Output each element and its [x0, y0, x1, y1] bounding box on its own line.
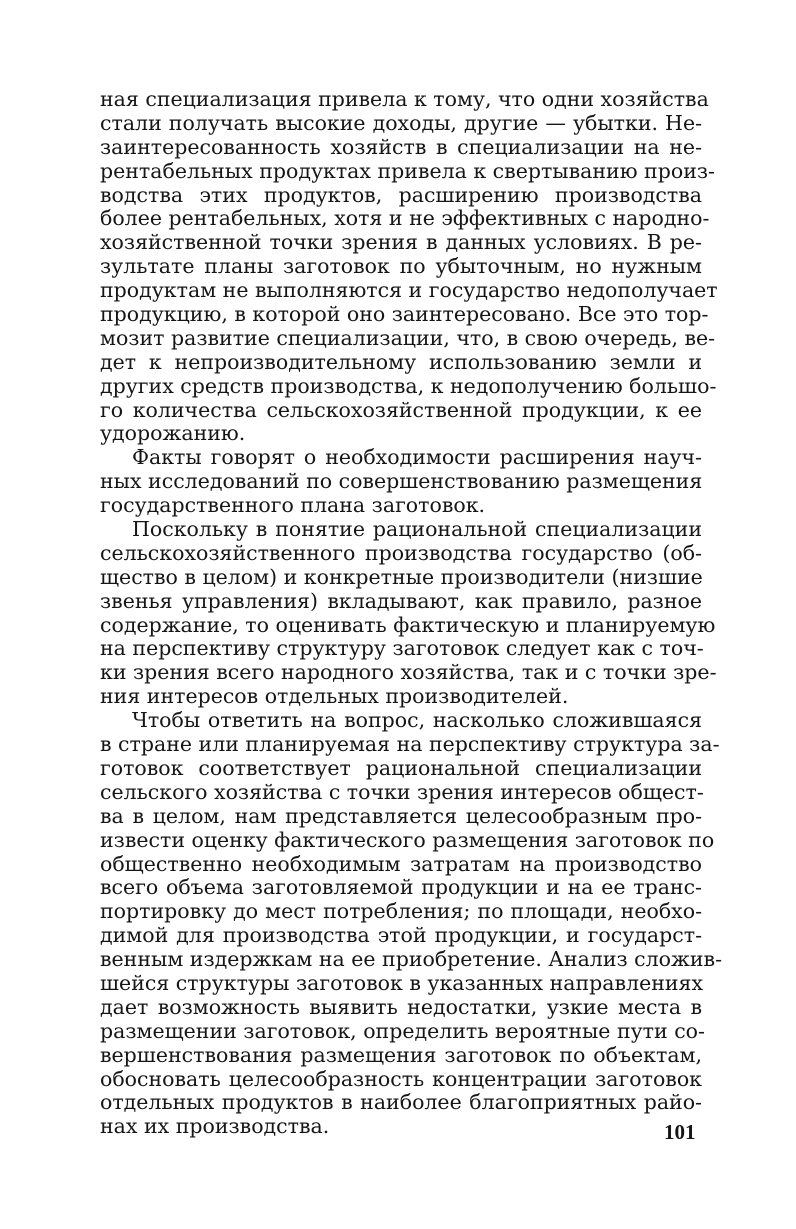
text-line: хозяйственной точки зрения в данных условиях. В ре-: [100, 230, 702, 255]
text-line: готовок соответствует рациональной специализации: [100, 755, 702, 780]
text-line: заинтересованность хозяйств в специализации на не-: [100, 134, 702, 159]
page-number: 101: [664, 1120, 696, 1144]
text-line: удорожанию.: [100, 421, 246, 446]
text-line: Чтобы ответить на вопрос, насколько сложившаяся: [132, 708, 702, 733]
text-line: содержание, то оценивать фактическую и планируемую: [100, 612, 716, 637]
paragraph: [100, 446, 702, 518]
text-line: дает возможность выявить недостатки, узкие места в: [100, 994, 702, 1019]
text-line: вершенствования размещения заготовок по объектам,: [100, 1042, 702, 1067]
text-line: нах их производства.: [100, 1114, 330, 1139]
text-line: более рентабельных, хотя и не эффективных с народно-: [100, 206, 710, 231]
text-line: димой для производства этой продукции, и государст-: [100, 923, 702, 948]
text-line: сельскохозяйственного производства государство (об-: [100, 540, 702, 565]
text-line: венным издержкам на ее приобретение. Анализ сложив-: [100, 947, 723, 972]
text-line: продуктам не выполняются и государство недополучает: [100, 278, 718, 303]
text-line: обосновать целесообразность концентрации заготовок: [100, 1066, 702, 1091]
paragraph: [100, 708, 723, 1139]
text-line: сельского хозяйства с точки зрения интересов общест-: [100, 779, 704, 804]
paragraph: [100, 517, 717, 709]
text-line: мозит развитие специализации, что, в свою очередь, ве-: [100, 325, 716, 350]
text-line: звенья управления) вкладывают, как правило, разное: [100, 588, 702, 613]
text-line: стали получать высокие доходы, другие — убытки. Не-: [100, 110, 702, 135]
text-line: ки зрения всего народного хозяйства, так и с точки зре-: [100, 660, 717, 685]
text-line: ва в целом, нам представляется целесообразным про-: [100, 803, 702, 828]
text-line: шейся структуры заготовок в указанных направлениях: [100, 970, 704, 995]
text-line: государственного плана заготовок.: [100, 493, 486, 518]
text-line: зультате планы заготовок по убыточным, но нужным: [100, 254, 702, 279]
text-line: продукцию, в которой оно заинтересовано. Все это тор-: [100, 302, 709, 327]
text-line: го количества сельскохозяйственной продукции, к ее: [100, 397, 702, 422]
text-line: щество в целом) и конкретные производители (низшие: [100, 564, 703, 589]
text-line: Поскольку в понятие рациональной специализации: [132, 517, 702, 542]
body-text: [100, 87, 723, 1139]
text-line: размещении заготовок, определить вероятные пути со-: [100, 1018, 705, 1043]
text-line: общественно необходимым затратам на производство: [100, 851, 702, 876]
text-line: ния интересов отдельных производителей.: [100, 684, 569, 709]
text-line: Факты говорят о необходимости расширения науч-: [132, 445, 702, 470]
text-line: портировку до мест потребления; по площади, необхо-: [100, 899, 702, 924]
text-line: рентабельных продуктах привела к свертыванию произ-: [100, 158, 715, 183]
text-line: водства этих продуктов, расширению производства: [100, 182, 702, 207]
text-line: ных исследований по совершенствованию размещения: [100, 469, 703, 494]
text-line: всего объема заготовляемой продукции и на ее транс-: [100, 875, 702, 900]
text-line: на перспективу структуру заготовок следует как с точ-: [100, 636, 704, 661]
text-line: дет к непроизводительному использованию земли и: [100, 349, 702, 374]
text-line: других средств производства, к недополучению большо-: [100, 373, 717, 398]
paragraph: [100, 87, 718, 446]
text-line: в стране или планируемая на перспективу структура за-: [100, 732, 720, 757]
text-line: извести оценку фактического размещения заготовок по: [100, 827, 715, 852]
text-line: ная специализация привела к тому, что одни хозяйства: [100, 87, 709, 111]
text-line: отдельных продуктов в наиболее благоприятных райо-: [100, 1090, 702, 1115]
